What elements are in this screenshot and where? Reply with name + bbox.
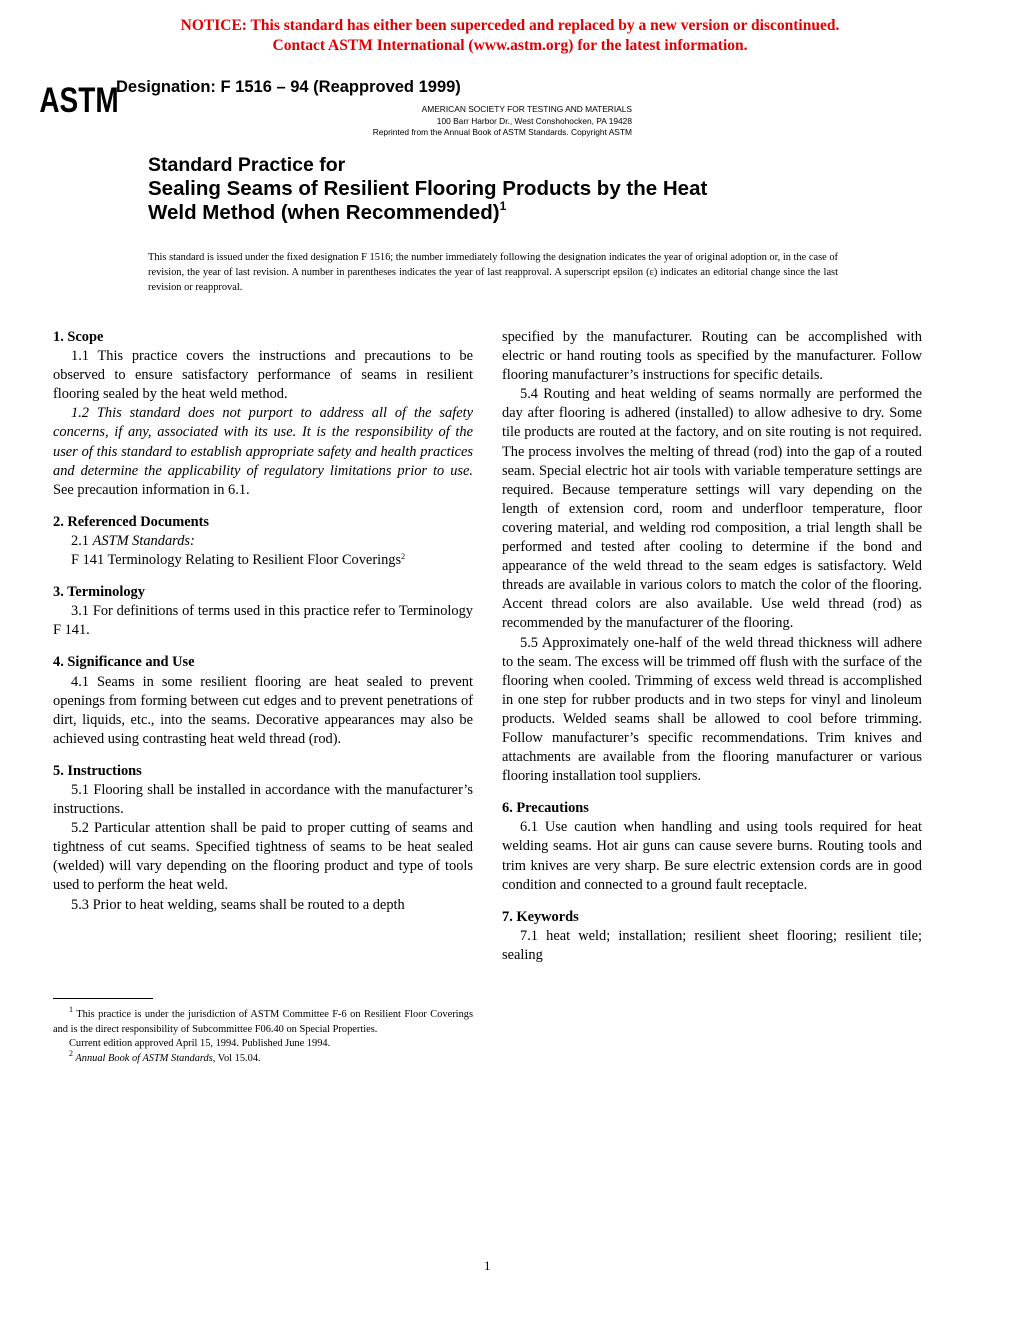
section-heading-precautions: 6. Precautions <box>502 800 589 817</box>
document-title <box>148 153 868 225</box>
publisher-address: 100 Barr Harbor Dr., West Conshohocken, PA 19428 <box>436 115 632 126</box>
paragraph-1-2 <box>53 404 473 499</box>
paragraph-3-1: 3.1 For definitions of terms used in this practice refer to Terminology F 141. <box>53 603 473 639</box>
publisher-block <box>330 104 632 139</box>
paragraph-7-1: 7.1 heat weld; installation; resilient sheet flooring; resilient tile; sealing <box>502 927 922 963</box>
notice-line-2: Contact ASTM International (www.astm.org) for the latest information. <box>272 37 748 54</box>
section-heading-significance: 4. Significance and Use <box>53 654 195 671</box>
designation: Designation: F 1516 – 94 (Reapproved 1999) <box>116 78 461 96</box>
paragraph-2-1-number: 2.1 <box>71 532 93 549</box>
footnote-rule <box>53 998 153 999</box>
section-heading-referenced-documents: 2. Referenced Documents <box>53 513 209 530</box>
footnotes <box>53 1005 473 1066</box>
footnote-2 <box>53 1048 473 1067</box>
paragraph-5-3-start: 5.3 Prior to heat welding, seams shall be routed to a depth <box>71 896 405 913</box>
referenced-standard-text: F 141 Terminology Relating to Resilient Floor Coverings <box>71 552 402 569</box>
footnote-2-mark: 2 <box>69 1048 73 1058</box>
footnote-mark-2: 2 <box>401 552 406 562</box>
footnote-1 <box>53 1005 473 1037</box>
publisher-name: AMERICAN SOCIETY FOR TESTING AND MATERIALS <box>421 104 632 114</box>
paragraph-1-2-tail: See precaution information in 6.1. <box>53 481 250 498</box>
paragraph-1-2-italic: 1.2 This standard does not purport to address all of the safety concerns, if any, associated with its use. It is the responsibility of the user of this standard to establish appropriate safety and health practices and determine the applicability of regulatory limitations prior to use. <box>53 405 473 479</box>
paragraph-4-1: 4.1 Seams in some resilient flooring are heat sealed to prevent openings from forming between cut edges and to prevent penetrations of dirt, liquids, etc., into the seams. Decorative appearances may also be achieved using contrasting heat weld thread (rod). <box>53 673 473 747</box>
referenced-standard-f141 <box>53 551 473 570</box>
footnote-1-text: This practice is under the jurisdiction of ASTM Committee F-6 on Resilient Floor Coverings and is the direct responsibility of Subcommittee F06.40 on Special Properties. <box>53 1009 473 1035</box>
astm-logo-text: ASTM <box>39 80 119 120</box>
notice-line-1: NOTICE: This standard has either been superceded and replaced by a new version or discontinued. <box>180 17 840 34</box>
footnote-2-tail: , Vol 15.04. <box>212 1052 261 1064</box>
title-line-2: Sealing Seams of Resilient Flooring Products by the Heat <box>148 177 708 200</box>
paragraph-2-1 <box>53 532 473 551</box>
footnote-1-edition: Current edition approved April 15, 1994. Published June 1994. <box>69 1038 331 1049</box>
section-heading-terminology: 3. Terminology <box>53 584 145 601</box>
footnote-1-mark: 1 <box>69 1005 73 1014</box>
supersession-notice <box>0 16 1020 56</box>
paragraph-6-1: 6.1 Use caution when handling and using tools required for heat welding seams. Hot air guns can cause severe burns. Routing tools and trim knives are very sharp. Be sure electric extension cords are in good condition and connected to a ground fault receptacle. <box>502 819 922 893</box>
section-heading-keywords: 7. Keywords <box>502 908 579 925</box>
title-line-3-text: Weld Method (when Recommended) <box>148 201 500 224</box>
footnote-2-italic: Annual Book of ASTM Standards <box>73 1052 213 1064</box>
reprint-note: Reprinted from the Annual Book of ASTM Standards. Copyright ASTM <box>372 127 632 137</box>
paragraph-5-3-continued: specified by the manufacturer. Routing can be accomplished with electric or hand routing tools as specified by the manufacturer. Follow flooring manufacturer’s instructions for specific details. <box>502 329 922 384</box>
title-line-1: Standard Practice for <box>148 154 346 176</box>
issuance-note: This standard is issued under the fixed designation F 1516; the number immediately following the designation indicates the year of original adoption or, in the case of revision, the year of last revision. A number in parentheses indicates the year of last reapproval. A superscript epsilon (ε) indicates an editorial change since the last revision or reapproval. <box>148 252 838 293</box>
left-column <box>53 328 473 915</box>
paragraph-2-1-title: ASTM Standards: <box>92 532 195 549</box>
section-heading-instructions: 5. Instructions <box>53 762 142 779</box>
right-column <box>502 328 922 965</box>
page-number: 1 <box>484 1258 491 1273</box>
paragraph-5-2: 5.2 Particular attention shall be paid to proper cutting of seams and tightness of cut seams. Specified tightness of seams to be heat sealed (welded) will vary depending on the flooring product and type of tools used to perform the heat weld. <box>53 820 473 894</box>
paragraph-5-4: 5.4 Routing and heat welding of seams normally are performed the day after flooring is adhered (installed) to allow adhesive to dry. Some tile products are routed at the factory, and on site routing is not required. The process involves the melting of thread (rod) into the gap of a routed seam. Special electric hot air tools with variable temperature settings are required. Because temperature settings will vary depending on the length of extension cord, room and underfloor temperature, floor covering material, and welding rod composition, a trial length shall be performed and tested after cooling to determine if the bond and appearance of the weld thread to the seam edges is satisfactory. Weld threads are available in various colors to match the color of the flooring. Accent thread colors are also available. Use weld thread (rod) as recommended by the manufacturer of the flooring. <box>502 386 922 632</box>
paragraph-5-1: 5.1 Flooring shall be installed in accordance with the manufacturer’s instructions. <box>53 781 473 818</box>
astm-logo <box>39 76 119 120</box>
title-line-3 <box>148 201 868 225</box>
paragraph-5-5: 5.5 Approximately one-half of the weld thread thickness will adhere to the seam. The excess will be trimmed off flush with the surface of the flooring when cooled. Trimming of excess weld thread is accomplished in one step for rubber products and in two steps for vinyl and linoleum products. Welded seams shall be allowed to cool before trimming. Follow manufacturer’s specific recommendations. Trim knives and attachments are available from the flooring manufacturer or various flooring installation tool suppliers. <box>502 634 922 785</box>
paragraph-1-1: 1.1 This practice covers the instructions and precautions to be observed to ensure satisfactory performance of seams in resilient flooring sealed by the heat weld method. <box>53 348 473 403</box>
section-heading-scope: 1. Scope <box>53 329 104 345</box>
title-footnote-mark: 1 <box>499 199 507 213</box>
